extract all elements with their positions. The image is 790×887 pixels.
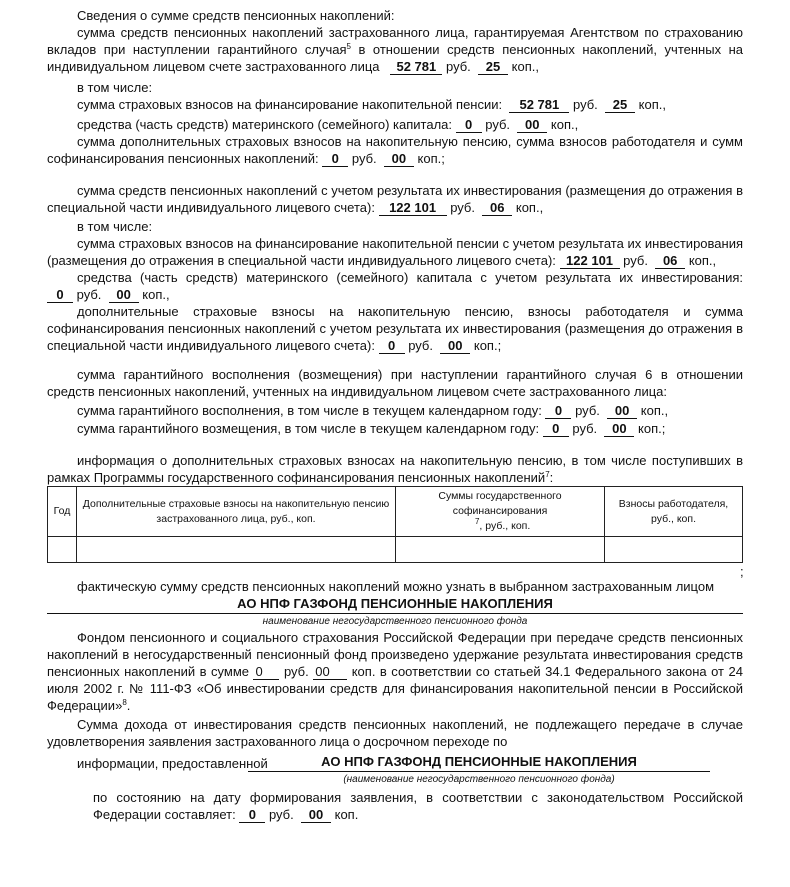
invested-additional-rub-value: 0 [379,339,405,354]
table-cell-additional[interactable] [77,537,396,563]
invested-contrib-line-1: сумма страховых взносов на финансирование накопительной пенсии с учетом результата их инвестирования [77,236,743,251]
income-line-2: удовлетворения заявления застрахованного лица о досрочном переходе по [47,734,508,749]
contributions-table [47,486,743,563]
income-kop-value: 00 [301,808,331,823]
contrib-rub-value: 52 781 [509,98,569,113]
reimburse-kop-value: 00 [604,422,634,437]
guarantee-comp-line-1: сумма гарантийного восполнения (возмещения) при наступлении гарантийного случая 6 в отношении [77,367,743,382]
table-header-row [48,487,743,537]
reimburse-rub-value: 0 [543,422,569,437]
invested-maternity-kop-value: 00 [109,288,139,303]
additional-info-line-1: информация о дополнительных страховых взносах на накопительную пенсию, в том числе поступивших в [77,453,743,468]
guaranteed-rub-value: 52 781 [390,60,442,75]
table-cell-year[interactable] [48,537,77,563]
guaranteed-sum-line-3: индивидуальном лицевом счете застрахованного лица 52 781 руб. 25 коп., [47,59,539,74]
semicolon: ; [740,564,744,579]
invested-rub-value: 122 101 [379,201,447,216]
guarantee-reimburse-line: сумма гарантийного возмещения, в том числе в текущем календарном году: 0 руб. 00 коп.; [77,421,666,436]
incl-label-2: в том числе: [77,219,153,234]
invested-contrib-line-2: (размещения до отражения в специальной части индивидуального лицевого счета): 122 101 руб. 06 коп., [47,253,717,268]
section-heading: Сведения о сумме средств пенсионных накоплений: [77,8,395,23]
invested-maternity-line-2: 0 руб. 00 коп., [47,286,170,303]
npf-name-2-rule [248,771,710,772]
additional-contrib-line-2: софинансирования пенсионных накоплений: 0 руб. 00 коп.; [47,151,445,166]
pfr-retention-line-3: пенсионных накоплений в сумме 0 руб. 00 коп. в соответствии со статьей 34.1 Федерального закона от 24 [47,664,743,679]
table-cell-cofinancing[interactable] [396,537,605,563]
invested-additional-kop-value: 00 [440,339,470,354]
invested-contrib-rub-value: 122 101 [560,254,620,269]
maternity-kop-value: 00 [517,118,547,133]
npf-name: АО НПФ ГАЗФОНД ПЕНСИОННЫЕ НАКОПЛЕНИЯ [237,596,553,611]
invested-maternity-line-1: средства (часть средств) материнского (семейного) капитала с учетом результата их инвестирования: [77,270,743,285]
income-line-4: по состоянию на дату формирования заявления, в соответствии с законодательством Российской [93,790,743,805]
retention-rub-value: 0 [253,665,279,680]
invested-sum-line-2: специальной части индивидуального лицевого счета): 122 101 руб. 06 коп., [47,200,544,215]
guarantee-restore-line: сумма гарантийного восполнения, в том числе в текущем календарном году: 0 руб. 00 коп., [77,403,669,418]
invested-maternity-rub-value: 0 [47,288,73,303]
col-header-employer: Взносы работодателя, руб., коп. [605,487,743,537]
table-row [48,537,743,563]
invested-additional-line-1: дополнительные страховые взносы на накопительную пенсию, взносы работодателя и сумма [77,304,743,319]
income-line-1: Сумма дохода от инвестирования средств пенсионных накоплений, не подлежащего передаче в случае [77,717,743,732]
income-line-3: информации, предоставленной [77,756,268,771]
guaranteed-sum-line-1: сумма средств пенсионных накоплений застрахованного лица, гарантируемая Агентством по страхованию [77,25,743,40]
npf-name-2: АО НПФ ГАЗФОНД ПЕНСИОННЫЕ НАКОПЛЕНИЯ [321,754,637,769]
insurance-contributions-line: сумма страховых взносов на финансирование накопительной пенсии: 52 781 руб. 25 коп., [77,97,666,112]
invested-kop-value: 06 [482,201,512,216]
additional-info-line-2: рамках Программы государственного софинансирования пенсионных накоплений$^7$: [47,470,554,485]
pfr-retention-line-5: Федерации»$^8$. [47,698,131,713]
pfr-retention-line-1: Фондом пенсионного и социального страхования Российской Федерации при передаче средств пенсионных [77,630,743,645]
pfr-retention-line-4: июля 2002 г. № 111-ФЗ «Об инвестировании средств для финансирования накопительной пенсии в Российской [47,681,743,696]
npf-name-caption: наименование негосударственного пенсионного фонда [262,616,528,627]
invested-additional-line-2: софинансирования пенсионных накоплений с учетом результата их инвестирования (размещения до отражения в [47,321,743,336]
additional-rub-value: 0 [322,152,348,167]
invested-contrib-kop-value: 06 [655,254,685,269]
guarantee-comp-line-2: средств пенсионных накоплений, учтенных на индивидуальном лицевом счете застрахованного лица: [47,384,668,399]
col-header-additional: Дополнительные страховые взносы на накопительную пенсию застрахованного лица, руб., коп. [77,487,396,537]
maternity-capital-line: средства (часть средств) материнского (семейного) капитала: 0 руб. 00 коп., [77,117,579,132]
pfr-retention-line-2: накоплений в негосударственный пенсионный фонд произведено удержание результата инвестирования средств [47,647,743,662]
maternity-rub-value: 0 [456,118,482,133]
guaranteed-sum-line-2: вкладов при наступлении гарантийного случая$^5$ в отношении средств пенсионных накоплений, учтенных на [47,42,744,57]
col-header-cofinancing: Суммы государственного софинансирования $^7$, руб., коп. [396,487,605,537]
table-cell-employer[interactable] [605,537,743,563]
restore-rub-value: 0 [545,404,571,419]
income-line-5: Федерации составляет: 0 руб. 00 коп. [93,807,359,822]
invested-additional-line-3: специальной части индивидуального лицевого счета): 0 руб. 00 коп.; [47,338,502,353]
income-rub-value: 0 [239,808,265,823]
retention-kop-value: 00 [313,665,347,680]
restore-kop-value: 00 [607,404,637,419]
npf-name-rule [47,613,743,614]
invested-sum-line-1: сумма средств пенсионных накоплений с учетом результата их инвестирования (размещения до отражения в [77,183,743,198]
guaranteed-kop-value: 25 [478,60,508,75]
npf-name-2-caption: (наименование негосударственного пенсионного фонда) [343,774,615,785]
additional-contrib-line-1: сумма дополнительных страховых взносов на накопительную пенсию, сумма взносов работодателя и сумм [77,134,743,149]
incl-label: в том числе: [77,80,153,95]
additional-kop-value: 00 [384,152,414,167]
actual-sum-line: фактическую сумму средств пенсионных накоплений можно узнать в выбранном застрахованным лицом [77,579,715,594]
contrib-kop-value: 25 [605,98,635,113]
col-header-year: Год [48,487,77,537]
